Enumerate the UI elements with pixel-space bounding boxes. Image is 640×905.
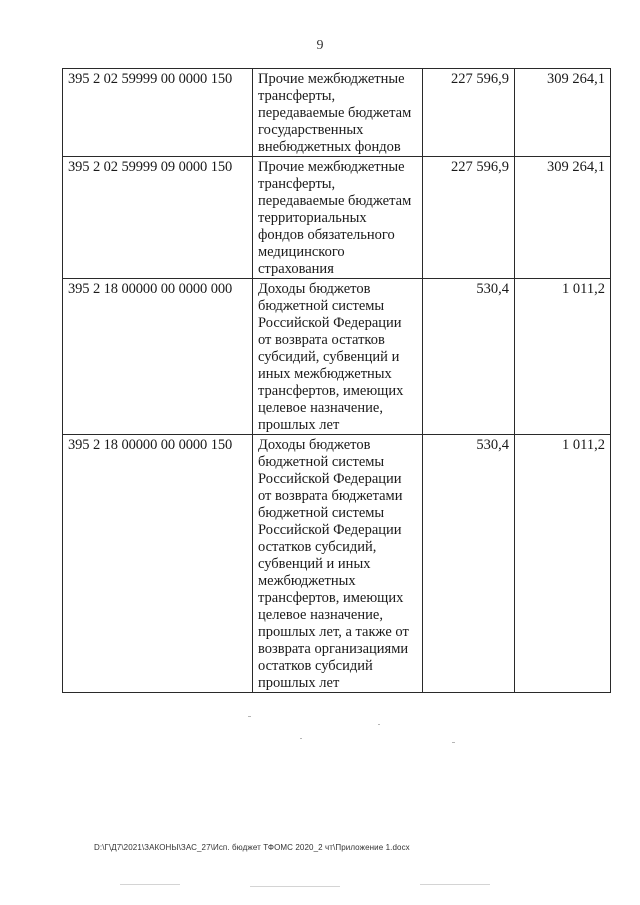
revenue-name-line: бюджетной системы (258, 505, 385, 521)
budget-revenue-table (62, 68, 611, 693)
revenue-name-cell (253, 69, 423, 157)
amount-cell-second: 309 264,1 (515, 157, 611, 279)
revenue-name-cell (253, 157, 423, 279)
revenue-name-line: остатков субсидий (258, 658, 373, 674)
amount-cell-first: 227 596,9 (423, 69, 515, 157)
document-file-path: D:\Г\Д7\2021\ЗАКОНЫ\ЗАС_27\Исп. бюджет ТФОМС 2020_2 чт\Приложение 1.docx (94, 843, 410, 852)
revenue-name-line: остатков субсидий, (258, 539, 377, 555)
scan-speck (250, 886, 340, 887)
revenue-name-line: страхования (258, 261, 334, 277)
revenue-name-line: трансфертов, имеющих (258, 590, 404, 606)
revenue-name-line: Прочие межбюджетные (258, 71, 405, 87)
scan-speck (378, 724, 380, 725)
revenue-name-line: целевое назначение, (258, 400, 383, 416)
amount-cell-second: 1 011,2 (515, 279, 611, 435)
revenue-name-line: иных межбюджетных (258, 366, 392, 382)
budget-code-cell: 395 2 02 59999 00 0000 150 (63, 69, 253, 157)
revenue-name-line: целевое назначение, (258, 607, 383, 623)
table-row (63, 279, 611, 435)
budget-code-cell: 395 2 18 00000 00 0000 150 (63, 435, 253, 693)
revenue-name-cell (253, 279, 423, 435)
budget-code-cell: 395 2 18 00000 00 0000 000 (63, 279, 253, 435)
page-number: 9 (316, 38, 324, 53)
scan-speck (248, 716, 251, 717)
revenue-name-line: Доходы бюджетов (258, 437, 371, 453)
revenue-name-line: от возврата бюджетами (258, 488, 403, 504)
amount-cell-second: 1 011,2 (515, 435, 611, 693)
budget-code-cell: 395 2 02 59999 09 0000 150 (63, 157, 253, 279)
scan-speck (452, 742, 455, 743)
revenue-name-line: межбюджетных (258, 573, 356, 589)
revenue-name-line: Российской Федерации (258, 315, 402, 331)
amount-cell-first: 227 596,9 (423, 157, 515, 279)
revenue-name-cell (253, 435, 423, 693)
revenue-name-line: трансферты, (258, 176, 336, 192)
amount-cell-first: 530,4 (423, 279, 515, 435)
revenue-name-line: прошлых лет, а также от (258, 624, 409, 640)
revenue-name-line: прошлых лет (258, 675, 340, 691)
table-row (63, 69, 611, 157)
revenue-name-line: Прочие межбюджетные (258, 159, 405, 175)
revenue-name-line: трансферты, (258, 88, 336, 104)
table-row (63, 435, 611, 693)
revenue-name-line: государственных (258, 122, 364, 138)
revenue-name-line: территориальных (258, 210, 367, 226)
scan-speck (300, 738, 302, 739)
revenue-name-line: субсидий, субвенций и (258, 349, 400, 365)
scan-speck (120, 884, 180, 885)
revenue-name-line: Российской Федерации (258, 522, 402, 538)
revenue-name-line: от возврата остатков (258, 332, 385, 348)
revenue-name-line: фондов обязательного (258, 227, 395, 243)
amount-cell-second: 309 264,1 (515, 69, 611, 157)
revenue-name-line: медицинского (258, 244, 345, 260)
revenue-name-line: Доходы бюджетов (258, 281, 371, 297)
revenue-name-line: передаваемые бюджетам (258, 193, 412, 209)
revenue-name-line: бюджетной системы (258, 454, 385, 470)
table-row (63, 157, 611, 279)
revenue-name-line: передаваемые бюджетам (258, 105, 412, 121)
scan-speck (420, 884, 490, 885)
revenue-name-line: субвенций и иных (258, 556, 371, 572)
revenue-name-line: бюджетной системы (258, 298, 385, 314)
revenue-name-line: Российской Федерации (258, 471, 402, 487)
revenue-name-line: прошлых лет (258, 417, 340, 433)
revenue-name-line: внебюджетных фондов (258, 139, 401, 155)
amount-cell-first: 530,4 (423, 435, 515, 693)
revenue-name-line: трансфертов, имеющих (258, 383, 404, 399)
revenue-name-line: возврата организациями (258, 641, 409, 657)
